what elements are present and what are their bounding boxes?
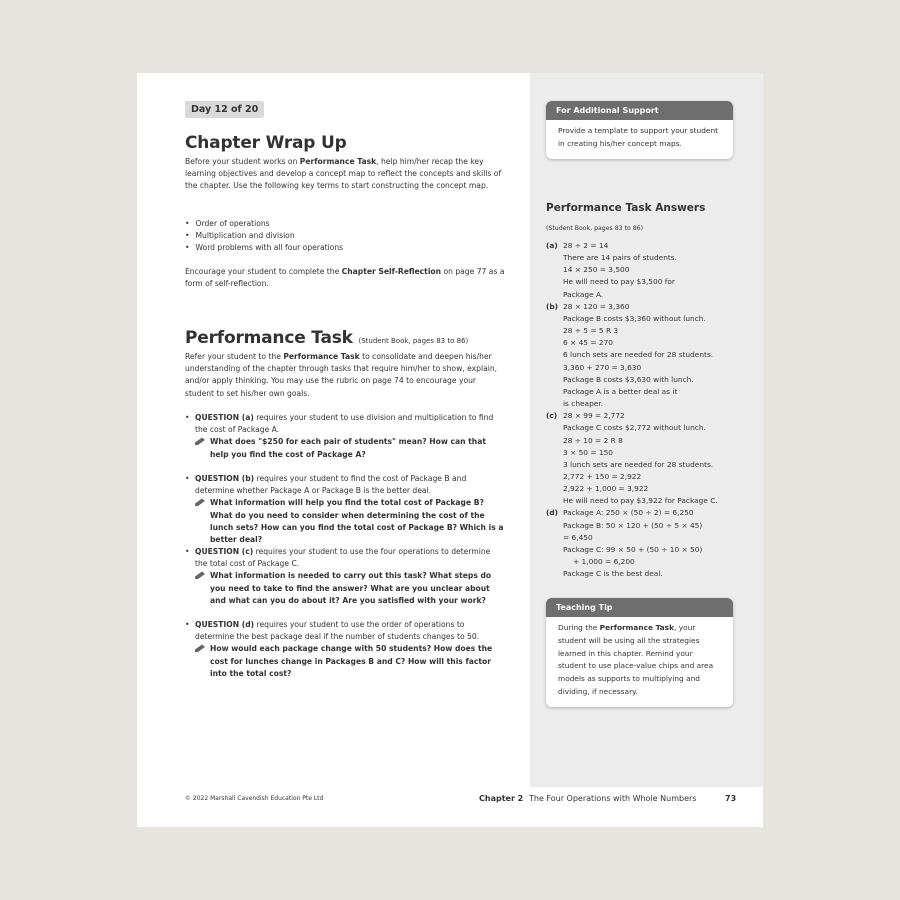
teaching-tip-box xyxy=(546,598,733,707)
list-item: • Order of operations xyxy=(185,218,505,230)
page xyxy=(137,73,763,827)
question-d: • QUESTION (d) requires your student to use the order of operations to determine the best package deal if the number of students changes to 50. How would each package change with 50 students? How does the cost for lunches change in Packages B and C? How will this factor into the total cost? xyxy=(185,619,505,680)
teaching-tip-text: During the Performance Task, your student will be using all the strategies learned in this chapter. Remind your student to use place-value chips and area models as supports to multiplying and dividing, if necessary. xyxy=(558,623,714,696)
footer-chapter: Chapter 2 xyxy=(479,794,524,803)
question-d-prompt: How would each package change with 50 students? How does the cost for lunches change in Packages B and C? How will this factor into the total cost? xyxy=(195,643,505,680)
pencil-icon xyxy=(195,644,206,652)
copyright: © 2022 Marshall Cavendish Education Pte Ltd xyxy=(185,795,324,802)
footer-chapter-title: The Four Operations with Whole Numbers xyxy=(529,794,697,803)
additional-support-text: Provide a template to support your student in creating his/her concept maps. xyxy=(558,126,719,148)
question-c-prompt: What information is needed to carry out this task? What steps do you need to take to find the answer? What are you unclear about and what can you do about it? Are you satisfied with your work? xyxy=(195,570,505,607)
chapter-wrap-up-heading: Chapter Wrap Up xyxy=(185,133,347,153)
pencil-icon xyxy=(195,437,206,445)
pencil-icon xyxy=(195,498,206,506)
answers-source: (Student Book, pages 83 to 86) xyxy=(546,225,644,232)
question-c: • QUESTION (c) requires your student to use the four operations to determine the total cost of Package C. What information is needed to carry out this task? What steps do you need to take to find the answer? What are you unclear about and what can you do about it? Are you satisfied with your work? xyxy=(185,546,505,607)
teaching-tip-title: Teaching Tip xyxy=(546,598,733,617)
additional-support-title: For Additional Support xyxy=(546,101,733,120)
answer-d: (d) Package A: 250 × (50 ÷ 2) = 6,250 Package B: 50 × 120 + (50 ÷ 5 × 45) = 6,450 Package C: 99 × 50 + (50 ÷ 10 × 50) + 1,000 = 6,200 Package C is the best deal. xyxy=(546,508,703,579)
answer-c: (c) 28 × 99 = 2,772 Package C costs $2,772 without lunch. 28 ÷ 10 = 2 R 8 3 × 50 = 150 3 lunch sets are needed for 28 students. 2,772 + 150 = 2,922 2,922 + 1,000 = 3,922 He will need to pay $3,922 for Package C. xyxy=(546,411,718,506)
answers-heading: Performance Task Answers xyxy=(546,202,706,214)
answer-b: (b) 28 × 120 = 3,360 Package B costs $3,360 without lunch. 28 ÷ 5 = 5 R 3 6 × 45 = 270 6 lunch sets are needed for 28 students. 3,360 + 270 = 3,630 Package B costs $3,630 with lunch. Package A is a better deal as it is cheaper. xyxy=(546,301,714,409)
key-terms-list xyxy=(185,218,505,255)
pencil-icon xyxy=(195,571,206,579)
page-number: 73 xyxy=(725,794,737,803)
additional-support-box xyxy=(546,101,733,159)
list-item: • Multiplication and division xyxy=(185,230,505,242)
question-b: • QUESTION (b) requires your student to find the cost of Package B and determine whether Package A or Package B is the better deal. What information will help you find the total cost of Package B? What do you need to consider when determining the cost of the lunch sets? How can you find the total cost of Package B? Which is a better deal? xyxy=(185,473,505,546)
question-b-prompt: What information will help you find the total cost of Package B? What do you need to consider when determining the cost of the lunch sets? How can you find the total cost of Package B? Which is a better deal? xyxy=(195,497,505,546)
performance-intro: Refer your student to the Performance Task to consolidate and deepen his/her understanding of the chapter through tasks that require him/her to show, explain, and/or apply thinking. You may use the rubric on page 74 to encourage your student to set his/her own goals. xyxy=(185,352,498,398)
question-a: • QUESTION (a) requires your student to use division and multiplication to find the cost of Package A. What does "$250 for each pair of students" mean? How can that help you find the cost of Package A? xyxy=(185,412,505,461)
answers-list xyxy=(546,240,736,580)
wrap-up-intro: Before your student works on Performance Task, help him/her recap the key learning objectives and develop a concept map to reflect the concepts and skills of the chapter. Use the following key terms to start constructing the concept map. xyxy=(185,157,502,191)
performance-task-heading: Performance Task (Student Book, pages 83 to 86) xyxy=(185,328,469,348)
list-item: • Word problems with all four operations xyxy=(185,242,505,254)
self-reflection-note: Encourage your student to complete the Chapter Self-Reflection on page 77 as a form of self-reflection. xyxy=(185,267,505,289)
day-badge: Day 12 of 20 xyxy=(185,101,264,118)
answer-a: (a) 28 ÷ 2 = 14 There are 14 pairs of students. 14 × 250 = 3,500 He will need to pay $3,500 for Package A. xyxy=(546,241,678,299)
question-a-prompt: What does "$250 for each pair of students" mean? How can that help you find the cost of Package A? xyxy=(195,436,505,460)
